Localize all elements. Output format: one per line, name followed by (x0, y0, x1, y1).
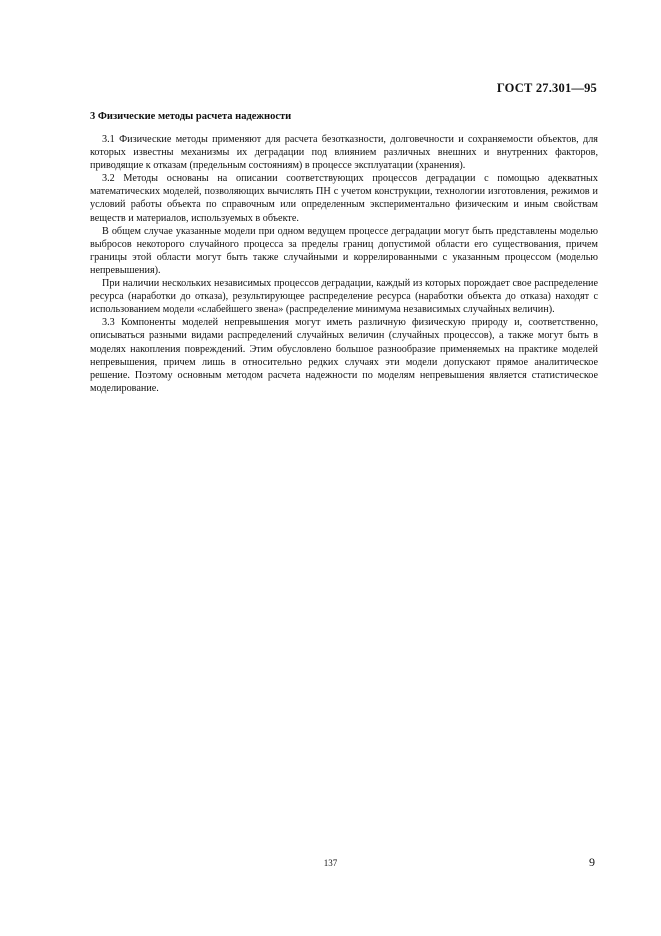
paragraph-3-3: 3.3 Компоненты моделей непревышения могут иметь различную физическую природу и, соответственно, описываться разными видами распределений случайных величин (случайных процессов), а также могут быть в моделях накопления повреждений. Этим обусловлено большое разнообразие применяемых на практике моделей непревышения, причем лишь в относительно редких случаях эти модели допускают прямое аналитическое решение. Поэтому основным методом расчета надежности по моделям непревышения является статистическое моделирование. (90, 317, 598, 394)
paragraph-3-1: 3.1 Физические методы применяют для расчета безотказности, долговечности и сохраняемости объектов, для которых известны механизмы их деградации под влиянием различных внешних и внутренних факторов, приводящие к отказам (предельным состояниям) в процессе эксплуатации (хранения). (90, 134, 598, 172)
paragraph-3-2-multiple-processes: При наличии нескольких независимых процессов деградации, каждый из которых порождает свое распределение ресурса (наработки до отказа), результирующее распределение ресурса (наработки объекта до отказа) находят с использованием модели «слабейшего звена» (распределение минимума независимых случайных величин). (90, 278, 598, 316)
footer-sheet-number: 137 (323, 858, 338, 868)
section-physical-methods (90, 111, 598, 395)
section-title: 3 Физические методы расчета надежности (90, 111, 292, 122)
document-code: ГОСТ 27.301—95 (496, 81, 597, 95)
paragraph-3-2-general-case: В общем случае указанные модели при одном ведущем процессе деградации могут быть представлены моделью выбросов некоторого случайного процесса за пределы границ допустимой области его существования, причем границы этой области могут быть также случайными и коррелированными с указанным процессом (моделью непревышения). (90, 225, 598, 276)
paragraph-3-2: 3.2 Методы основаны на описании соответствующих процессов деградации с помощью адекватных математических моделей, позволяющих вычислять ПН с учетом конструкции, технологии изготовления, режимов и условий работы объекта по справочным или определенным экспериментально физическим и иным свойствам веществ и материалов, используемых в объекте. (90, 173, 598, 224)
page-number: 9 (589, 855, 595, 869)
